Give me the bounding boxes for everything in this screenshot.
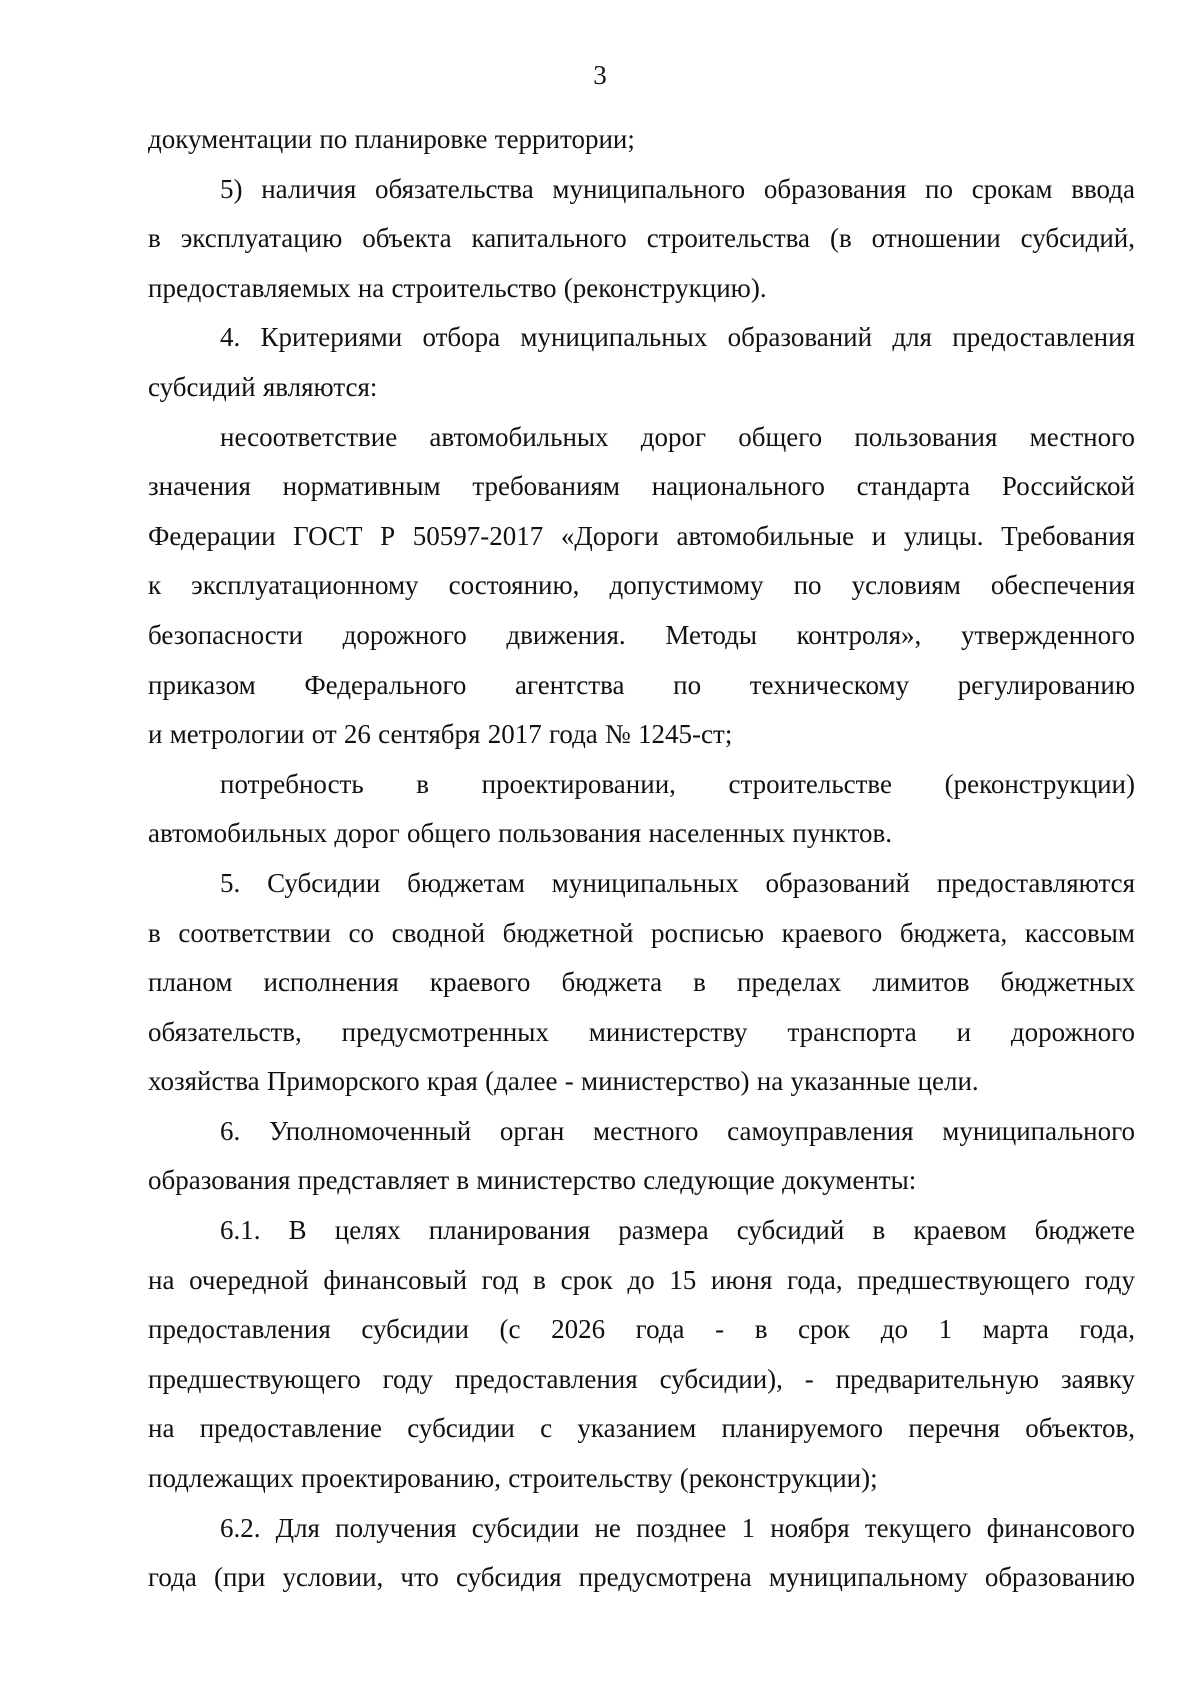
text-line: автомобильных дорог общего пользования населенных пунктов. (148, 818, 893, 849)
text-line: 5) наличия обязательства муниципального образования по срокам ввода (220, 173, 1135, 204)
text-line: Федерации ГОСТ Р 50597-2017 «Дороги автомобильные и улицы. Требования (148, 520, 1135, 551)
text-line: года (при условии, что субсидия предусмотрена муниципальному образованию (148, 1562, 1135, 1593)
text-line: потребность в проектировании, строительстве (реконструкции) (220, 768, 1135, 799)
text-line: документации по планировке территории; (148, 124, 635, 154)
text-line: планом исполнения краевого бюджета в пределах лимитов бюджетных (148, 967, 1135, 998)
page-number: 3 (593, 60, 607, 90)
text-line: 6. Уполномоченный орган местного самоуправления муниципального (220, 1115, 1135, 1146)
text-line: в эксплуатацию объекта капитального строительства (в отношении субсидий, (148, 223, 1135, 254)
text-line: подлежащих проектированию, строительству (реконструкции); (148, 1463, 878, 1494)
text-line: в соответствии со сводной бюджетной росписью краевого бюджета, кассовым (148, 917, 1135, 948)
text-line: на предоставление субсидии с указанием планируемого перечня объектов, (148, 1413, 1135, 1444)
text-line: предоставляемых на строительство (реконструкцию). (148, 272, 767, 303)
text-line: на очередной финансовый год в срок до 15 июня года, предшествующего году (148, 1264, 1135, 1295)
text-line: образования представляет в министерство следующие документы: (148, 1165, 917, 1196)
document-body (148, 115, 1135, 1603)
text-line: 4. Критериями отбора муниципальных образований для предоставления (220, 322, 1135, 353)
text-line: 5. Субсидии бюджетам муниципальных образований предоставляются (220, 867, 1135, 898)
text-line: к эксплуатационному состоянию, допустимому по условиям обеспечения (148, 570, 1135, 601)
text-line: и метрологии от 26 сентября 2017 года № 1245-ст; (148, 719, 733, 750)
text-line: 6.1. В целях планирования размера субсидий в краевом бюджете (220, 1215, 1135, 1246)
text-line: безопасности дорожного движения. Методы контроля», утвержденного (148, 619, 1135, 650)
text-line: приказом Федерального агентства по техническому регулированию (148, 669, 1135, 700)
text-line: хозяйства Приморского края (далее - министерство) на указанные цели. (148, 1066, 979, 1097)
text-line: обязательств, предусмотренных министерству транспорта и дорожного (148, 1016, 1135, 1047)
text-line: несоответствие автомобильных дорог общего пользования местного (220, 421, 1135, 452)
text-line: предшествующего году предоставления субсидии), - предварительную заявку (148, 1363, 1135, 1394)
text-line: предоставления субсидии (с 2026 года - в срок до 1 марта года, (148, 1314, 1135, 1345)
text-line: субсидий являются: (148, 371, 378, 402)
text-line: 6.2. Для получения субсидии не позднее 1 ноября текущего финансового (220, 1512, 1135, 1543)
text-line: значения нормативным требованиям национального стандарта Российской (148, 471, 1135, 502)
